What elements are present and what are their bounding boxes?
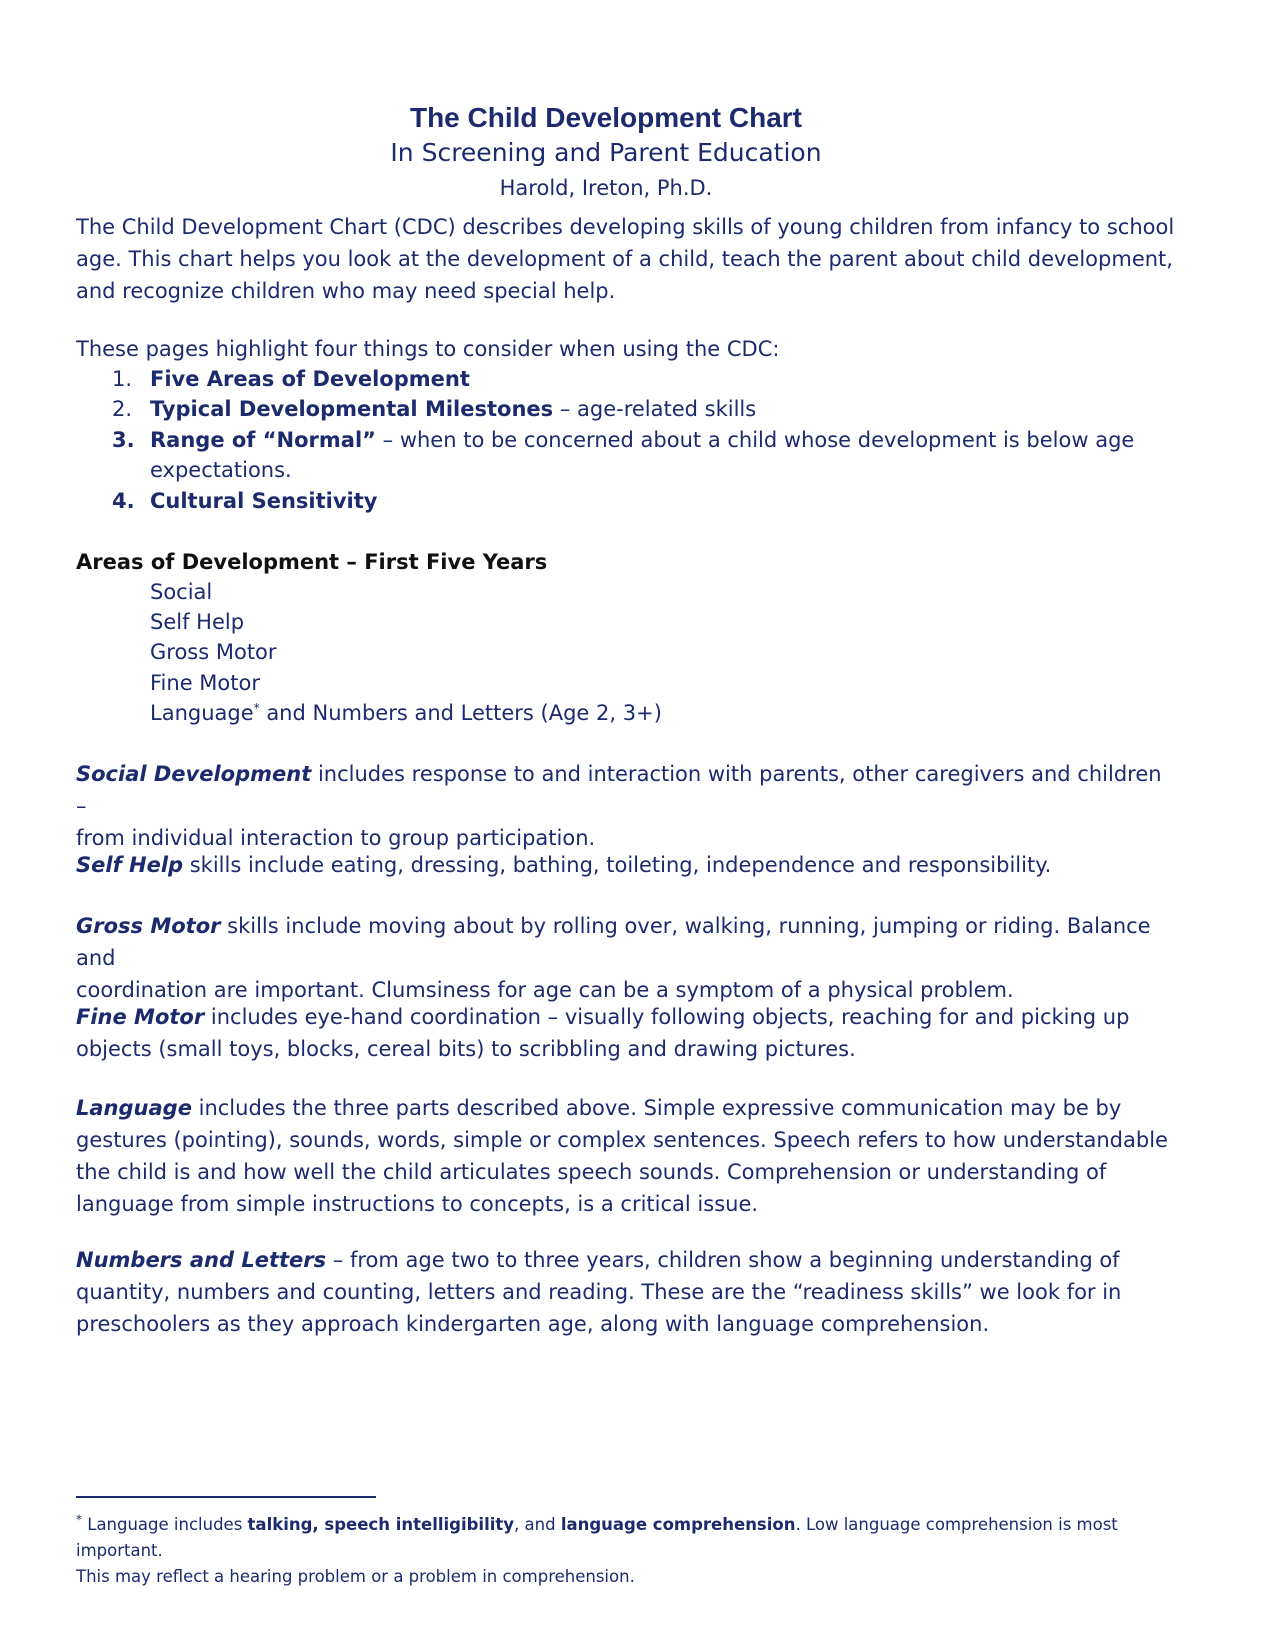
description-text: skills include moving about by rolling over, walking, running, jumping or riding. Balance and	[76, 914, 1151, 970]
language-paragraph	[76, 1092, 1176, 1220]
description-text: language from simple instructions to concepts, is a critical issue.	[76, 1192, 759, 1216]
numbers-letters-paragraph	[76, 1244, 1176, 1340]
term-label: Social Development	[76, 762, 312, 786]
list-item	[112, 393, 1172, 425]
list-bold: Cultural Sensitivity	[150, 489, 378, 513]
area-item: Gross Motor	[150, 640, 277, 664]
footnote-divider	[76, 1496, 376, 1498]
description-text: includes eye-hand coordination – visually following objects, reaching for and picking up	[204, 1005, 1130, 1029]
description-text: includes response to and interaction with parents, other caregivers and children –	[76, 762, 1162, 818]
gross-motor-paragraph	[76, 910, 1176, 1006]
list-number: 2.	[112, 397, 133, 421]
footnote-text: Language includes	[82, 1515, 248, 1534]
term-label: Language	[76, 1096, 192, 1120]
social-paragraph	[76, 758, 1176, 854]
footnote-text: This may reflect a hearing problem or a problem in comprehension.	[76, 1567, 635, 1586]
fine-motor-paragraph	[76, 1001, 1176, 1065]
description-text: preschoolers as they approach kindergarten age, along with language comprehension.	[76, 1312, 990, 1336]
list-rest: – age-related skills	[553, 397, 757, 421]
list-item	[112, 485, 1172, 517]
list-number: 1.	[112, 367, 133, 391]
footnote-text: . Low language comprehension is most important.	[76, 1515, 1118, 1560]
list-number: 3.	[112, 428, 135, 452]
description-text: the child is and how well the child articulates speech sounds. Comprehension or understanding of	[76, 1160, 1107, 1184]
description-text: objects (small toys, blocks, cereal bits) to scribbling and drawing pictures.	[76, 1037, 856, 1061]
footnote-bold: language comprehension	[560, 1515, 796, 1534]
term-label: Fine Motor	[76, 1005, 205, 1029]
footnote-text: , and	[514, 1515, 561, 1534]
area-language: Language	[150, 701, 254, 725]
area-language-rest: and Numbers and Letters (Age 2, 3+)	[259, 701, 662, 725]
area-item	[150, 697, 662, 729]
page-subtitle: In Screening and Parent Education	[390, 138, 822, 167]
list-continuation: expectations.	[150, 458, 292, 482]
list-bold: Range of “Normal”	[150, 428, 376, 452]
footnote-marker: *	[76, 1512, 82, 1527]
intro-line: The Child Development Chart (CDC) describes developing skills of young children from infancy to school	[76, 215, 1175, 239]
page-title: The Child Development Chart	[409, 102, 803, 133]
area-item: Social	[150, 580, 213, 604]
description-text: from individual interaction to group participation.	[76, 826, 596, 850]
list-bold: Typical Developmental Milestones	[150, 397, 554, 421]
intro-line: and recognize children who may need special help.	[76, 279, 616, 303]
term-label: Self Help	[76, 853, 184, 877]
description-text: – from age two to three years, children show a beginning understanding of	[326, 1248, 1120, 1272]
intro-paragraph	[76, 211, 1176, 307]
footnote-bold: talking, speech intelligibility	[247, 1515, 515, 1534]
areas-heading: Areas of Development – First Five Years	[76, 550, 548, 574]
list-item	[112, 363, 1172, 395]
list-bold: Five Areas of Development	[150, 367, 470, 391]
intro-line: age. This chart helps you look at the development of a child, teach the parent about child development,	[76, 247, 1173, 271]
area-item: Self Help	[150, 610, 245, 634]
footnote-marker: *	[253, 701, 260, 715]
considerations-lead: These pages highlight four things to consider when using the CDC:	[76, 337, 780, 361]
list-number: 4.	[112, 489, 135, 513]
author-line: Harold, Ireton, Ph.D.	[499, 176, 713, 200]
list-rest: – when to be concerned about a child whose development is below age	[375, 428, 1135, 452]
description-text: quantity, numbers and counting, letters and reading. These are the “readiness skills” we look for in	[76, 1280, 1122, 1304]
description-text: coordination are important. Clumsiness for age can be a symptom of a physical problem.	[76, 978, 1014, 1002]
description-text: gestures (pointing), sounds, words, simple or complex sentences. Speech refers to how understandable	[76, 1128, 1168, 1152]
list-item	[112, 424, 1172, 456]
term-label: Numbers and Letters	[76, 1248, 327, 1272]
term-label: Gross Motor	[76, 914, 221, 938]
description-text: skills include eating, dressing, bathing, toileting, independence and responsibility.	[183, 853, 1052, 877]
footnote	[76, 1512, 1206, 1590]
area-item: Fine Motor	[150, 671, 260, 695]
selfhelp-paragraph	[76, 849, 1176, 881]
description-text: includes the three parts described above. Simple expressive communication may be by	[191, 1096, 1122, 1120]
